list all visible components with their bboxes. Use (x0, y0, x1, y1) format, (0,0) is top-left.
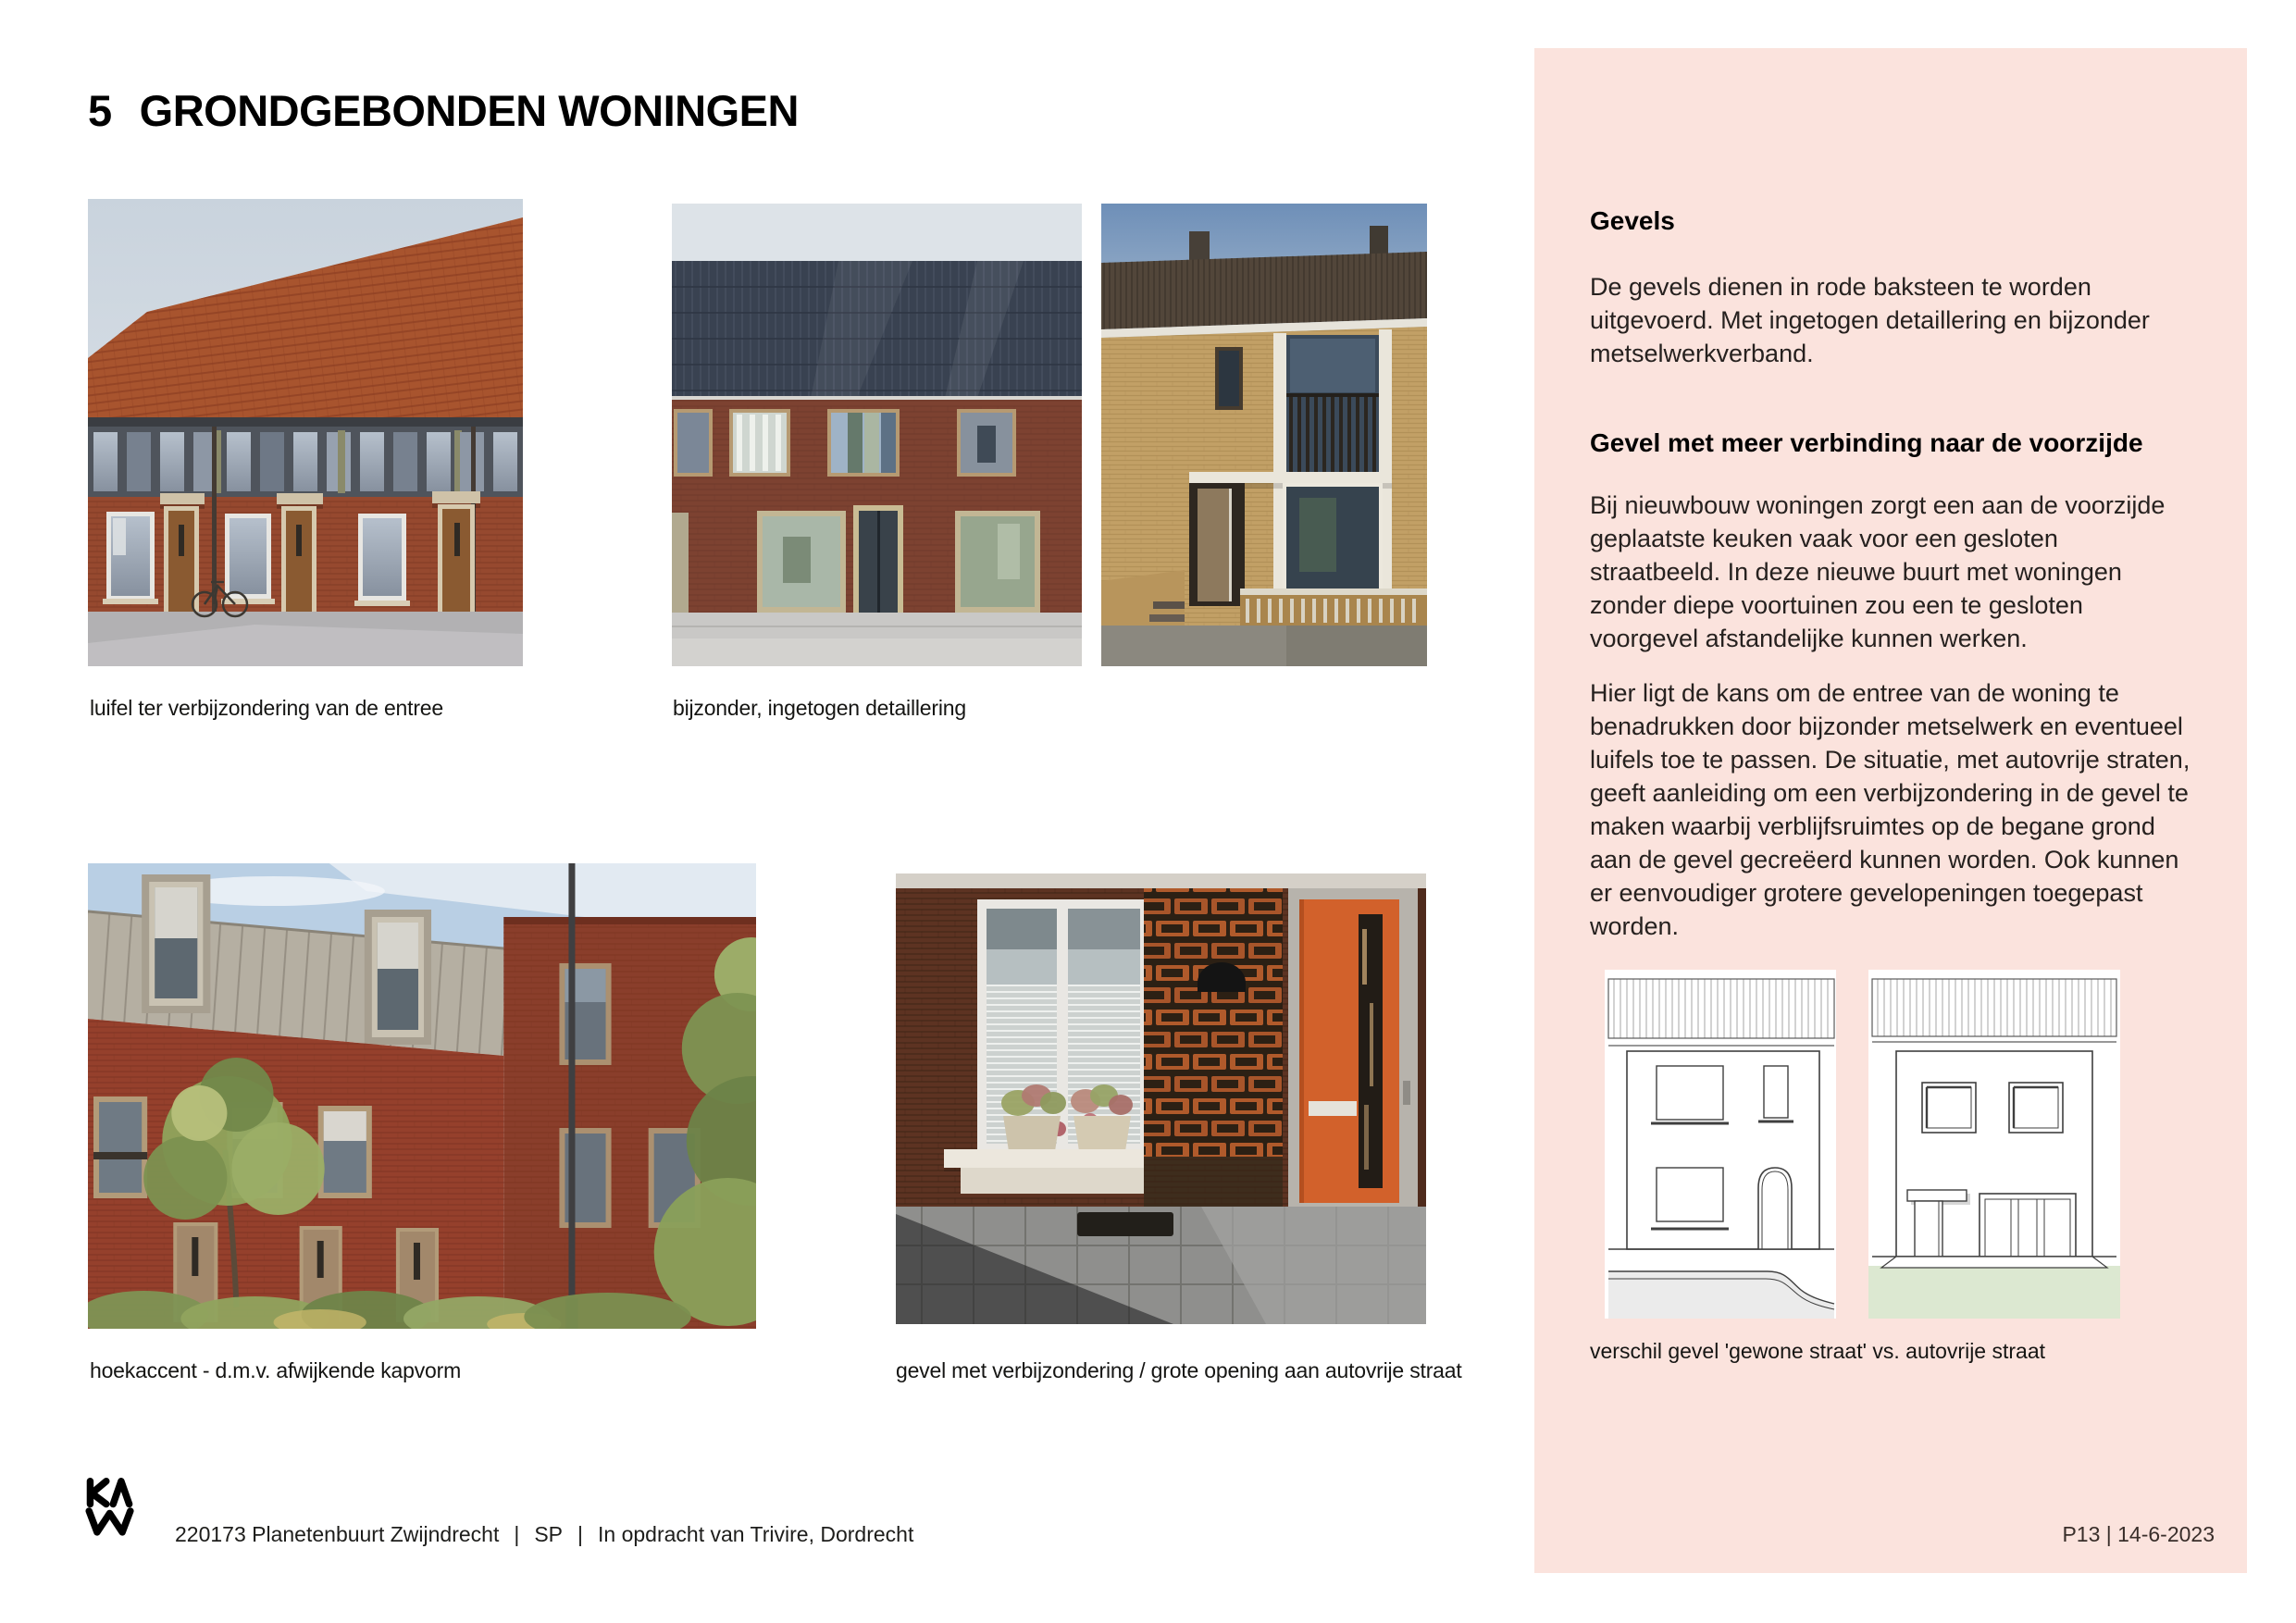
footer-project-line (175, 1522, 913, 1547)
sidebar-heading-gevels: Gevels (1590, 206, 1675, 235)
drawing-autovrije-straat-illustration (1868, 970, 2120, 1319)
photo-terraced-houses (88, 199, 523, 666)
photo-hoekaccent (88, 863, 756, 1329)
footer-separator-2: | (577, 1522, 584, 1546)
sidebar-paragraph-1: De gevels dienen in rode baksteen te worden uitgevoerd. Met ingetogen detaillering en bijzonder metselwerkverband. (1590, 273, 2150, 367)
sidebar-paragraph-2: Bij nieuwbouw woningen zorgt een aan de voorzijde geplaatste keuken vaak voor een gesloten straatbeeld. In deze nieuwe buurt met woningen zonder diepe voortuinen zou een te gesloten voorgevel afstandelijke kunnen werken. (1590, 491, 2166, 652)
solar-roof-illustration (672, 204, 1082, 666)
drawings-caption: verschil gevel 'gewone straat' vs. autovrije straat (1590, 1339, 2046, 1363)
caption-terraced: luifel ter verbijzondering van de entree (90, 696, 443, 720)
photo-yellow-brick-houses (1101, 204, 1427, 666)
caption-solar: bijzonder, ingetogen detaillering (673, 696, 966, 720)
footer-client: In opdracht van Trivire, Dordrecht (598, 1522, 914, 1546)
drawing-autovrije-straat (1868, 970, 2120, 1319)
kaw-logo-icon (83, 1474, 141, 1539)
orange-door-illustration (896, 873, 1426, 1324)
sidebar-paragraph-3: Hier ligt de kans om de entree van de woning te benadrukken door bijzonder metselwerk en eventueel luifels toe te passen. De situatie, met autovrije straten, geeft aanleiding om een verbijzondering in de gevel te maken waarbij verblijfsruimtes op de begane grond aan de gevel gecreëerd kunnen worden. Ook kunnen er eenvoudiger grotere gevelopeningen toegepast worden. (1590, 679, 2191, 940)
facade-drawings (1605, 970, 2191, 1319)
drawing-gewone-straat (1605, 970, 1836, 1319)
drawing-gewone-straat-illustration (1605, 970, 1836, 1319)
footer-project-number: 220173 Planetenbuurt Zwijndrecht (175, 1522, 500, 1546)
sidebar-gevels (1534, 48, 2247, 1573)
footer-separator-1: | (514, 1522, 520, 1546)
page-title (88, 85, 799, 136)
page-title-number: 5 (88, 86, 112, 135)
sidebar-heading-verbinding: Gevel met meer verbinding naar de voorzijde (1590, 428, 2143, 457)
page-title-text: GRONDGEBONDEN WONINGEN (139, 86, 799, 135)
kaw-logo-glyph (83, 1474, 141, 1539)
yellow-brick-illustration (1101, 204, 1427, 666)
footer-page-info: P13 | 14-6-2023 (2062, 1522, 2215, 1546)
photo-solar-roof (672, 204, 1082, 666)
hoekaccent-illustration (88, 863, 756, 1329)
caption-orange-door: gevel met verbijzondering / grote opening aan autovrije straat (896, 1358, 1462, 1382)
footer-phase: SP (534, 1522, 564, 1546)
caption-hoekaccent: hoekaccent - d.m.v. afwijkende kapvorm (90, 1358, 462, 1382)
photo-orange-door (896, 873, 1426, 1324)
terraced-houses-illustration (88, 199, 523, 666)
